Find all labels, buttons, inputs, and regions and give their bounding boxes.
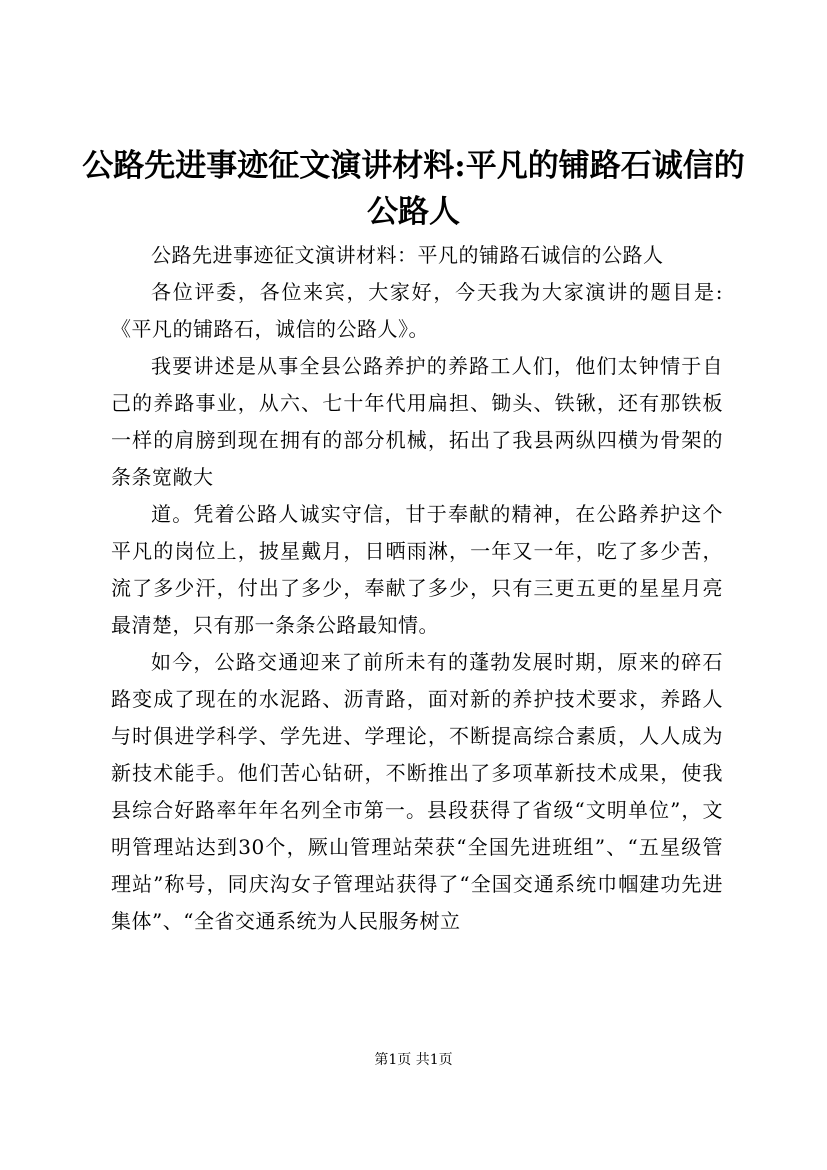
- paragraph-subtitle: 公路先进事迹征文演讲材料：平凡的铺路石诚信的公路人: [151, 243, 664, 267]
- page-footer: 第1页 共1页: [374, 1052, 453, 1068]
- paragraph-workers: 我要讲述是从事全县公路养护的养路工人们，他们太钟情于自己的养路事业，从六、七十年代用扁担、锄头、铁锹，还有那铁板一样的肩膀到现在拥有的部分机械，拓出了我县两纵四横为骨架的条条宽敞大: [111, 354, 723, 489]
- paragraph-greeting: 各位评委，各位来宾，大家好，今天我为大家演讲的题目是:《平凡的铺路石，诚信的公路人》。: [111, 280, 723, 341]
- document-body: [111, 237, 723, 940]
- document-title: 公路先进事迹征文演讲材料:平凡的铺路石诚信的公路人: [82, 148, 745, 230]
- paragraph-dedication: 道。凭着公路人诚实守信，甘于奉献的精神，在公路养护这个平凡的岗位上，披星戴月，日晒雨淋，一年又一年，吃了多少苦，流了多少汗，付出了多少，奉献了多少，只有三更五更的星星月亮最清楚，只有那一条条公路最知情。: [111, 502, 723, 637]
- paragraph-achievements: 如今，公路交通迎来了前所未有的蓬勃发展时期，原来的碎石路变成了现在的水泥路、沥青路，面对新的养护技术要求，养路人与时俱进学科学、学先进、学理论，不断提高综合素质，人人成为新技术能手。他们苦心钻研，不断推出了多项革新技术成果，使我县综合好路率年年名列全市第一。县段获得了省级“文明单位”，文明管理站达到30个，厥山管理站荣获“全国先进班组”、“五星级管理站”称号，同庆沟女子管理站获得了“全国交通系统巾帼建功先进集体”、“全省交通系统为人民服务树立: [111, 650, 723, 933]
